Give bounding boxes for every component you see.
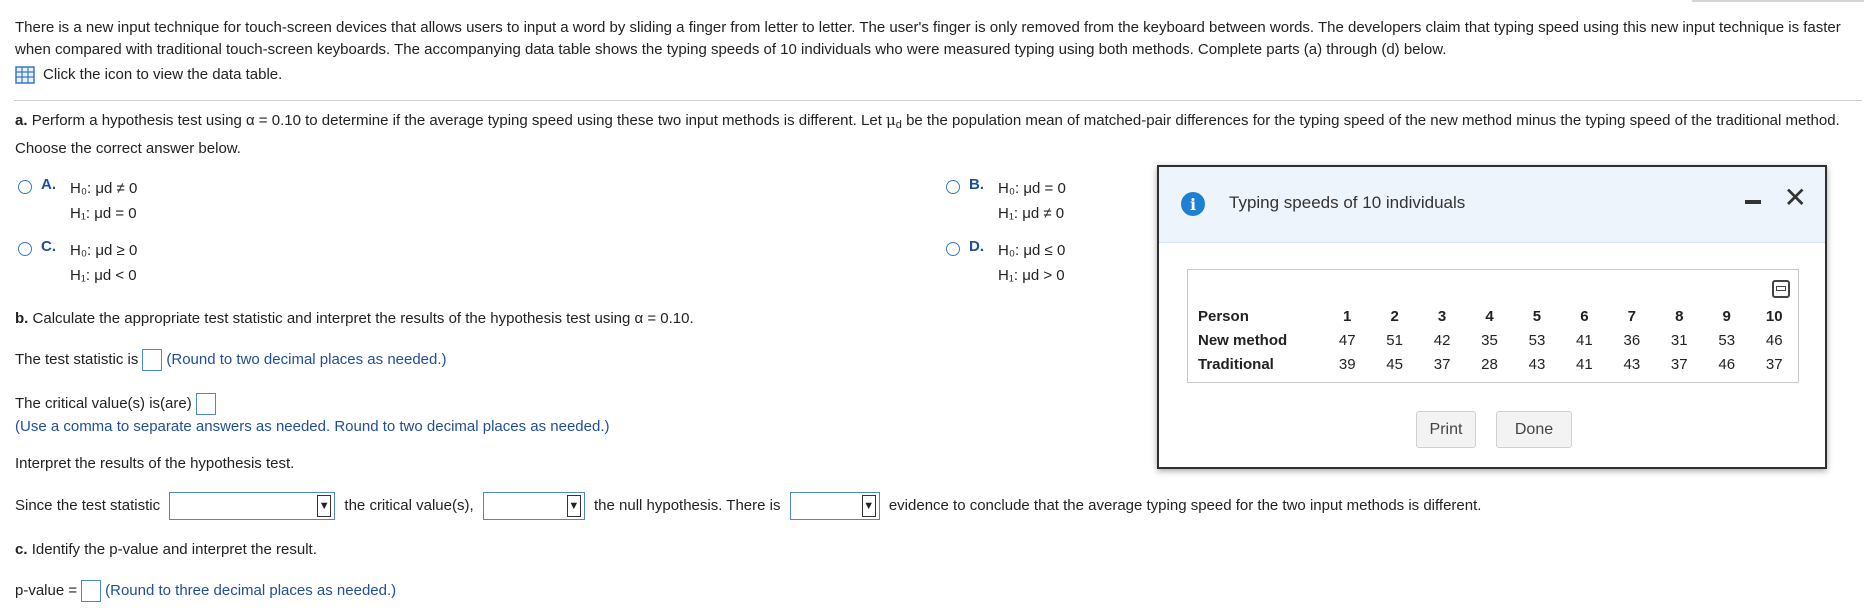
part-b-question bbox=[15, 310, 694, 327]
option-c[interactable] bbox=[18, 238, 137, 288]
option-d-h1: H₁: μd > 0 bbox=[998, 267, 1065, 284]
option-d-h0: H₀: μd ≤ 0 bbox=[998, 242, 1066, 259]
critical-value-label: The critical value(s) is(are) bbox=[15, 394, 192, 412]
part-b-text: Calculate the appropriate test statistic and interpret the results of the hypothesis test using α = 0.10. bbox=[32, 310, 694, 327]
data-table-dialog bbox=[1157, 165, 1827, 469]
part-a-text-2: to determine if the average typing speed using these two input methods is different. Let bbox=[305, 112, 882, 129]
table-cell: 37 bbox=[1765, 355, 1783, 373]
part-a-question bbox=[15, 108, 1861, 161]
conclusion-row bbox=[15, 492, 1481, 520]
table-cell: 2 bbox=[1390, 307, 1399, 325]
table-cell: 9 bbox=[1722, 307, 1731, 325]
dropdown-arrow-icon[interactable]: ▼ bbox=[567, 495, 581, 517]
option-a-h1: H₁: μd = 0 bbox=[70, 205, 137, 222]
option-c-h1: H₁: μd < 0 bbox=[70, 267, 137, 284]
pvalue-hint: (Round to three decimal places as needed.) bbox=[105, 581, 397, 599]
option-d-letter: D. bbox=[969, 238, 984, 255]
table-cell: 39 bbox=[1338, 355, 1356, 373]
done-button[interactable]: Done bbox=[1496, 411, 1572, 448]
table-cell: 37 bbox=[1433, 355, 1451, 373]
data-table bbox=[1198, 304, 1798, 376]
table-cell: 35 bbox=[1481, 331, 1498, 349]
critical-value-row bbox=[15, 393, 220, 415]
table-cell: 51 bbox=[1386, 331, 1403, 349]
option-b-h1: H₁: μd ≠ 0 bbox=[998, 205, 1065, 222]
part-a-text-1: Perform a hypothesis test using bbox=[31, 112, 242, 129]
info-icon: i bbox=[1181, 192, 1205, 216]
option-b[interactable] bbox=[946, 176, 1066, 226]
dialog-header bbox=[1159, 167, 1825, 243]
table-cell: 8 bbox=[1675, 307, 1684, 325]
option-b-radio[interactable] bbox=[946, 180, 960, 194]
pvalue-label: p-value = bbox=[15, 581, 78, 599]
option-c-letter: C. bbox=[41, 238, 56, 255]
data-table-link-text[interactable]: Click the icon to view the data table. bbox=[43, 66, 283, 83]
table-cell: 43 bbox=[1623, 355, 1641, 373]
table-cell: 36 bbox=[1623, 331, 1641, 349]
since-text-1: Since the test statistic bbox=[15, 496, 161, 514]
intro-paragraph: There is a new input technique for touch-screen devices that allows users to input a word by sliding a finger from letter to letter. The user's finger is only removed from the keyboard between words. The developers claim that typing speed using this new input technique is faster when compared with traditional touch-screen keyboards. The accompanying data table shows the typing speeds of 10 individuals who were measured typing using both methods. Complete parts (a) through (d) below. bbox=[15, 19, 1841, 58]
test-statistic-input[interactable] bbox=[142, 349, 162, 371]
option-a[interactable] bbox=[18, 176, 137, 226]
table-cell: 41 bbox=[1576, 331, 1593, 349]
row-header: Traditional bbox=[1198, 355, 1274, 373]
critical-value-input[interactable] bbox=[196, 393, 216, 415]
table-cell: 3 bbox=[1437, 307, 1447, 325]
table-cell: 4 bbox=[1485, 307, 1494, 325]
table-cell: 6 bbox=[1580, 307, 1589, 325]
option-b-hypotheses bbox=[998, 176, 1066, 226]
option-a-hypotheses bbox=[70, 176, 137, 226]
option-a-radio[interactable] bbox=[18, 180, 32, 194]
part-b-label: b. bbox=[15, 310, 29, 327]
dropdown-arrow-icon[interactable]: ▼ bbox=[862, 495, 876, 517]
table-cell: 47 bbox=[1338, 331, 1356, 349]
intro-section bbox=[15, 17, 1861, 86]
interpret-label: Interpret the results of the hypothesis test. bbox=[15, 455, 295, 472]
test-statistic-row bbox=[15, 349, 447, 371]
data-table-link[interactable] bbox=[15, 64, 1861, 86]
evidence-dropdown[interactable] bbox=[790, 492, 880, 520]
row-header: New method bbox=[1198, 331, 1288, 349]
critical-value-hint: (Use a comma to separate answers as needed. Round to two decimal places as needed.) bbox=[15, 418, 610, 435]
table-cell: 7 bbox=[1627, 307, 1636, 325]
print-button[interactable]: Print bbox=[1416, 411, 1476, 448]
part-a-label: a. bbox=[15, 112, 28, 129]
option-b-h0: H₀: μd = 0 bbox=[998, 180, 1066, 197]
part-a-alpha: α = 0.10 bbox=[245, 112, 301, 129]
table-cell: 28 bbox=[1481, 355, 1498, 373]
dropdown-arrow-icon[interactable]: ▼ bbox=[317, 495, 331, 517]
part-c-question bbox=[15, 541, 317, 558]
table-cell: 53 bbox=[1528, 331, 1546, 349]
decision-dropdown[interactable] bbox=[483, 492, 585, 520]
table-cell: 46 bbox=[1718, 355, 1736, 373]
since-text-3: the null hypothesis. There is bbox=[593, 496, 781, 514]
minimize-icon[interactable] bbox=[1745, 200, 1761, 204]
part-c-label: c. bbox=[15, 541, 28, 558]
option-a-letter: A. bbox=[41, 176, 56, 193]
option-a-h0: H₀: μd ≠ 0 bbox=[70, 180, 138, 197]
top-divider bbox=[1692, 0, 1864, 2]
option-c-radio[interactable] bbox=[18, 242, 32, 256]
option-d[interactable] bbox=[946, 238, 1065, 288]
section-divider bbox=[14, 100, 1862, 101]
table-cell: 53 bbox=[1718, 331, 1736, 349]
table-row bbox=[1198, 352, 1798, 376]
option-d-hypotheses bbox=[998, 238, 1065, 288]
mu-d-symbol: $\mu_d$ bbox=[886, 111, 902, 131]
table-icon[interactable] bbox=[15, 66, 35, 84]
option-d-radio[interactable] bbox=[946, 242, 960, 256]
table-cell: 45 bbox=[1386, 355, 1403, 373]
pvalue-input[interactable] bbox=[81, 580, 101, 602]
table-cell: 46 bbox=[1765, 331, 1783, 349]
pvalue-row bbox=[15, 580, 396, 602]
close-icon[interactable]: ✕ bbox=[1783, 182, 1807, 213]
since-text-4: evidence to conclude that the average typing speed for the two input methods is different. bbox=[888, 496, 1482, 514]
test-statistic-label: The test statistic is bbox=[15, 350, 139, 368]
table-cell: 37 bbox=[1670, 355, 1688, 373]
option-c-h0: H₀: μd ≥ 0 bbox=[70, 242, 138, 259]
comparison-dropdown[interactable] bbox=[169, 492, 335, 520]
table-cell: 1 bbox=[1343, 307, 1352, 325]
table-cell: 43 bbox=[1528, 355, 1546, 373]
data-table-frame bbox=[1187, 269, 1799, 383]
table-cell: 31 bbox=[1670, 331, 1688, 349]
copy-icon[interactable] bbox=[1772, 280, 1790, 298]
table-cell: 41 bbox=[1576, 355, 1593, 373]
table-row bbox=[1198, 328, 1798, 352]
row-header: Person bbox=[1198, 307, 1249, 325]
part-a-text-3: be the population mean of matched-pair differences for the typing speed of the new method minus the typing speed of the traditional method. Choose the correct answer below. bbox=[15, 112, 1840, 157]
since-text-2: the critical value(s), bbox=[344, 496, 474, 514]
part-c-text: Identify the p-value and interpret the result. bbox=[31, 541, 317, 558]
table-row bbox=[1198, 304, 1798, 328]
table-cell: 10 bbox=[1765, 307, 1783, 325]
option-c-hypotheses bbox=[70, 238, 137, 288]
test-statistic-hint: (Round to two decimal places as needed.) bbox=[166, 350, 447, 368]
option-b-letter: B. bbox=[969, 176, 984, 193]
dialog-title: Typing speeds of 10 individuals bbox=[1229, 193, 1466, 212]
table-cell: 42 bbox=[1433, 331, 1451, 349]
table-cell: 5 bbox=[1532, 307, 1542, 325]
